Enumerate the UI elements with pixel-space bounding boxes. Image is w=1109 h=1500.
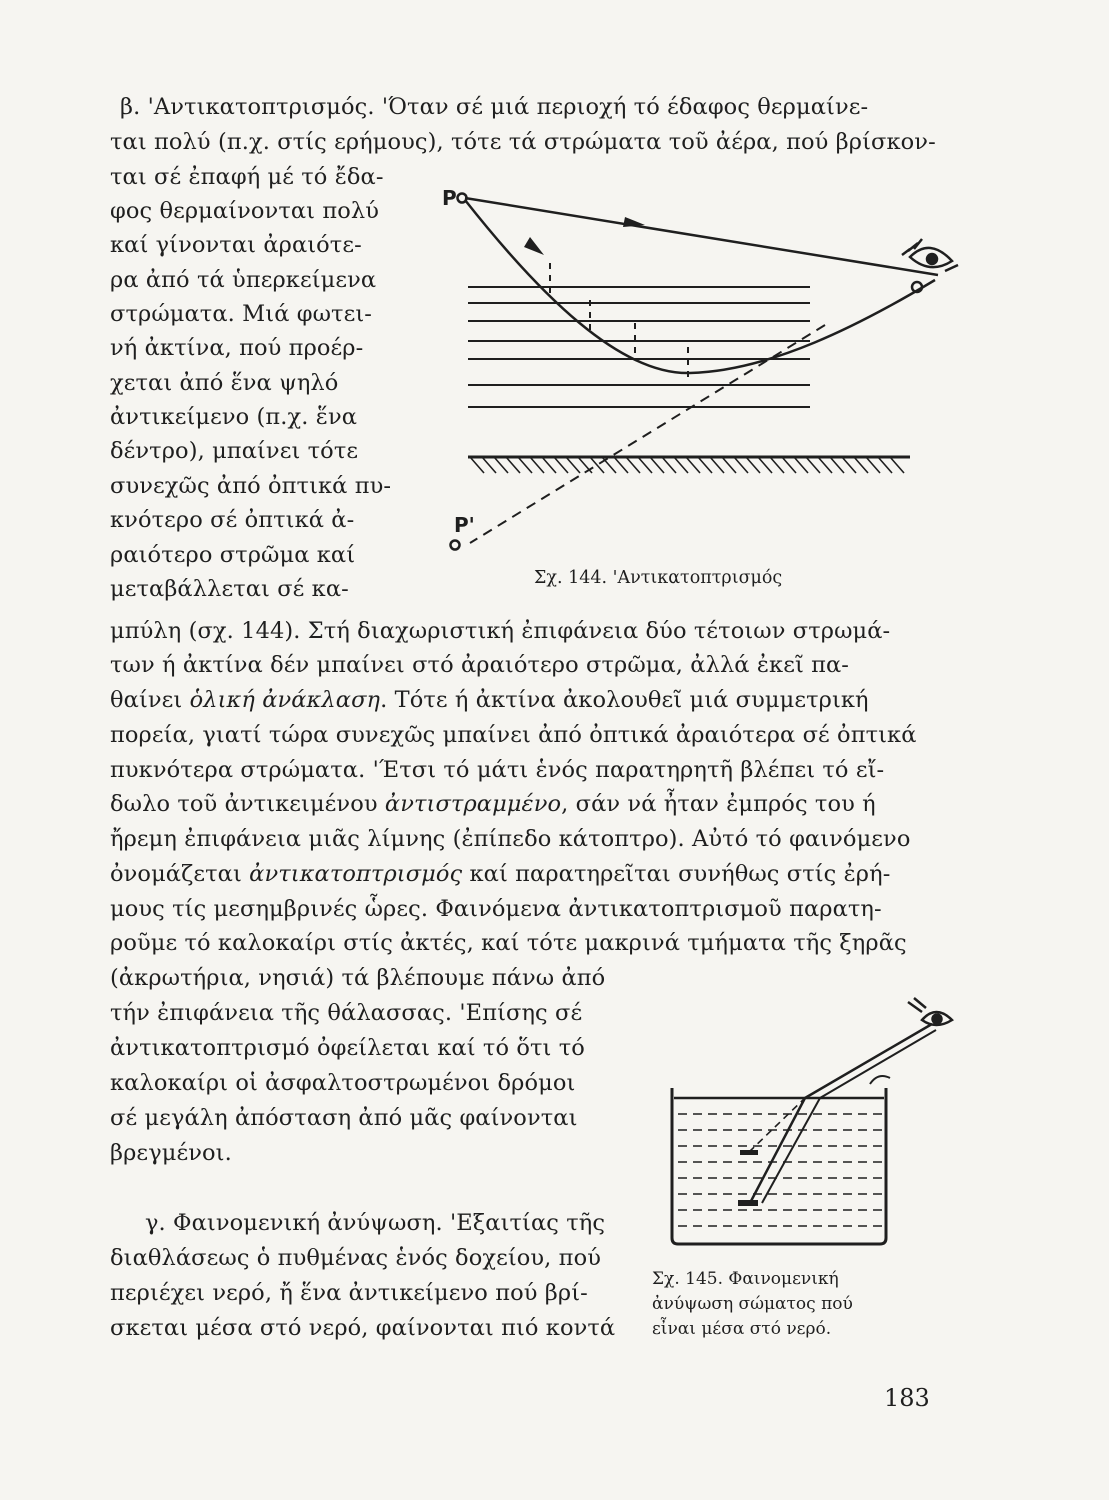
paragraph-line: πορεία, γιατί τώρα συνεχῶς μπαίνει ἀπό ὀπτικά ἀραιότερα σέ ὀπτικά bbox=[110, 722, 917, 748]
refracted-ray-air-2 bbox=[820, 1030, 936, 1098]
paragraph-line: ται σέ ἐπαφή μέ τό ἔδα- bbox=[110, 164, 384, 190]
paragraph-line: μεταβάλλεται σέ κα- bbox=[110, 576, 349, 602]
paragraph-line: καί γίνονται ἀραιότε- bbox=[110, 232, 362, 258]
paragraph-line: β. 'Αντικατοπτρισμός. 'Όταν σέ μιά περιοχή τό έδαφος θερμαίνε- bbox=[120, 94, 869, 120]
eye-icon bbox=[902, 239, 958, 271]
apparent-image bbox=[740, 1150, 758, 1155]
paragraph-line: καλοκαίρι οἱ ἀσφαλτοστρωμένοι δρόμοι bbox=[110, 1070, 576, 1096]
paragraph-line: περιέχει νερό, ἤ ἕνα ἀντικείμενο πού βρί- bbox=[110, 1280, 588, 1306]
italic-term: ἀντιστραμμένο bbox=[384, 791, 562, 817]
paragraph-line: κνότερο σέ ὀπτικά ἀ- bbox=[110, 507, 355, 533]
paragraph-line: χεται ἀπό ἕνα ψηλό bbox=[110, 370, 339, 396]
angle-mark bbox=[870, 1076, 890, 1084]
paragraph-line: σέ μεγάλη ἀπόσταση ἀπό μᾶς φαίνονται bbox=[110, 1105, 578, 1131]
paragraph-line: νή ἀκτίνα, πού προέρ- bbox=[110, 335, 364, 361]
real-object bbox=[738, 1200, 758, 1206]
paragraph-line: ται πολύ (π.χ. στίς ερήμους), τότε τά στρώματα τοῦ ἀέρα, πού βρίσκον- bbox=[110, 129, 936, 155]
paragraph-line: συνεχῶς ἀπό ὀπτικά πυ- bbox=[110, 473, 392, 499]
refracted-ray-air bbox=[805, 1024, 932, 1098]
paragraph-line: σκεται μέσα στό νερό, φαίνονται πιό κοντά bbox=[110, 1315, 616, 1341]
air-layers bbox=[468, 287, 810, 407]
figure-144-caption: Σχ. 144. 'Αντικατοπτρισμός bbox=[534, 568, 783, 588]
paragraph-line: δέντρο), μπαίνει τότε bbox=[110, 438, 359, 464]
paragraph-line: ροῦμε τό καλοκαίρι στίς ἀκτές, καί τότε μακρινά τμήματα τῆς ξηρᾶς bbox=[110, 930, 907, 956]
paragraph-line: στρώματα. Μιά φωτει- bbox=[110, 301, 372, 327]
italic-term: ἀντικατοπτρισμός bbox=[249, 861, 463, 887]
direct-ray bbox=[465, 198, 938, 275]
paragraph-line: τήν ἐπιφάνεια τῆς θάλασσας. 'Επίσης σέ bbox=[110, 1000, 583, 1026]
paragraph-line: ἀντικατοπτρισμό ὀφείλεται καί τό ὅτι τό bbox=[110, 1035, 585, 1061]
paragraph-line: ρα ἀπό τά ὑπερκείμενα bbox=[110, 267, 377, 293]
paragraph-line: πυκνότερα στρώματα. 'Έτσι τό μάτι ἑνός παρατηρητῆ βλέπει τό εἴ- bbox=[110, 757, 885, 783]
paragraph-line: των ή ἀκτίνα δέν μπαίνει στό ἀραιότερο στρῶμα, ἀλλά ἐκεῖ πα- bbox=[110, 652, 850, 678]
paragraph-line: γ. Φαινομενική ἀνύψωση. 'Εξαιτίας τῆς bbox=[145, 1210, 606, 1236]
paragraph-line: θαίνει ὁλική ἀνάκλαση. Τότε ή ἀκτίνα ἀκολουθεῖ μιά συμμετρική bbox=[110, 687, 869, 713]
paragraph-line: μπύλη (σχ. 144). Στή διαχωριστική ἐπιφάνεια δύο τέτοιων στρωμά- bbox=[110, 618, 891, 644]
label-P: P bbox=[442, 186, 457, 210]
paragraph-line: ἀντικείμενο (π.χ. ἕνα bbox=[110, 404, 358, 430]
image-point bbox=[451, 541, 460, 550]
figure-144-mirage-diagram bbox=[440, 175, 960, 555]
eye-icon bbox=[908, 998, 952, 1025]
paragraph-line: ὀνομάζεται ἀντικατοπτρισμός καί παρατηρεῖται συνήθως στίς ἐρή- bbox=[110, 861, 891, 887]
paragraph-line: ἤρεμη ἐπιφάνεια μιᾶς λίμνης (ἐπίπεδο κάτοπτρο). Αὐτό τό φαινόμενο bbox=[110, 826, 911, 852]
paragraph-line: διαθλάσεως ὁ πυθμένας ἑνός δοχείου, πού bbox=[110, 1245, 601, 1271]
page-number: 183 bbox=[884, 1384, 930, 1412]
curve-arrow bbox=[524, 237, 544, 255]
figure-145-caption-line: ἀνύψωση σώματος πού bbox=[652, 1294, 853, 1314]
virtual-ray bbox=[749, 1098, 805, 1152]
paragraph-line: μους τίς μεσημβρινές ὧρες. Φαινόμενα ἀντικατοπτρισμοῦ παρατη- bbox=[110, 896, 882, 922]
paragraph-line: βρεγμένοι. bbox=[110, 1140, 232, 1166]
ground-hatching bbox=[470, 457, 904, 473]
water-container bbox=[672, 1088, 886, 1244]
figure-145-caption-line: εἶναι μέσα στό νερό. bbox=[652, 1319, 832, 1339]
paragraph-line: (ἀκρωτήρια, νησιά) τά βλέπουμε πάνω ἀπό bbox=[110, 965, 606, 991]
paragraph-line: φος θερμαίνονται πολύ bbox=[110, 198, 380, 224]
italic-term: ὁλική ἀνάκλαση bbox=[189, 687, 381, 713]
figure-145-container-diagram bbox=[660, 990, 960, 1260]
figure-145-caption-line: Σχ. 145. Φαινομενική bbox=[652, 1269, 839, 1289]
paragraph-line: ραιότερο στρῶμα καί bbox=[110, 542, 356, 568]
label-P-prime: P' bbox=[454, 513, 475, 537]
paragraph-line: δωλο τοῦ ἀντικειμένου ἀντιστραμμένο, σάν νά ἦταν ἐμπρός του ή bbox=[110, 791, 876, 817]
